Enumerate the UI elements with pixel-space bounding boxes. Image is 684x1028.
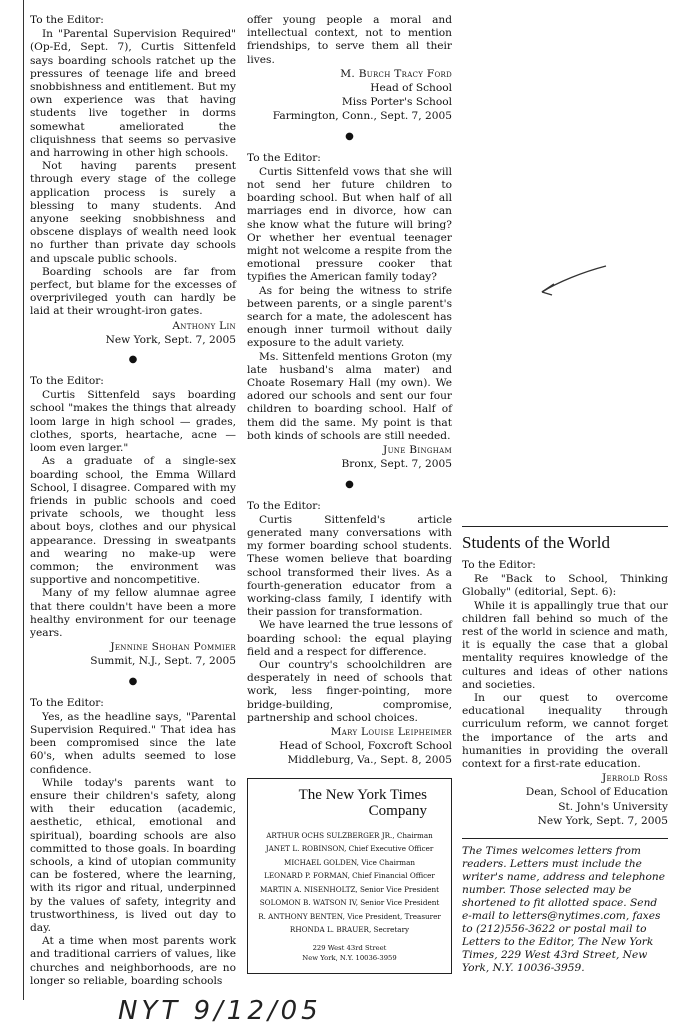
salutation: To the Editor:: [462, 559, 536, 571]
masthead-box: [247, 778, 452, 974]
paragraph: Curtis Sittenfeld's article generated many conversations with my former boarding school students. These women believe that boarding school transformed their lives. As a fourth-generation educator from a working-class family, I identify with their passion for transformation.: [247, 513, 452, 619]
paragraph: In "Parental Supervision Required" (Op-Ed, Sept. 7), Curtis Sittenfeld says boarding schools ratchet up the pressures of teenage life and breed snobbishness and entitlement. But my own experience was that having students live together in dorms somewhat ameliorated the cliquishness that seems so pervasive and harrowing in other high schools.: [30, 28, 236, 160]
signature-name: Jerrold Ross: [601, 772, 668, 785]
masthead-person: R. ANTHONY BENTEN, Vice President, Treasurer: [258, 911, 441, 921]
paragraph: At a time when most parents work and traditional carriers of values, like churches and neighborhoods, are no longer so reliable, boarding schools: [30, 935, 236, 987]
separator-bullet: ●: [128, 354, 138, 366]
students-of-the-world: [462, 526, 668, 828]
signature-place: Summit, N.J., Sept. 7, 2005: [90, 655, 236, 668]
masthead-title-line1: The New York Times: [298, 786, 427, 803]
paragraph: Many of my fellow alumnae agree that there couldn't have been a more healthy environment for our teenage years.: [30, 587, 236, 639]
signature-name: Anthony Lin: [172, 319, 236, 332]
masthead-address: New York, N.Y. 10036-3959: [302, 953, 397, 962]
column-3: [462, 14, 668, 975]
letter-ford: [30, 697, 236, 988]
separator-bullet: ●: [345, 478, 354, 490]
signature-school: St. John's University: [558, 800, 668, 813]
paragraph: Ms. Sittenfeld mentions Groton (my late husband's alma mater) and Choate Rosemary Hall (my own). We adored our schools and sent our four children to boarding school. Half of them did the same. My point is that both kinds of schools are still needed.: [247, 350, 452, 442]
letter-bingham: [247, 152, 452, 472]
masthead-person: MARTIN A. NISENHOLTZ, Senior Vice President: [260, 884, 439, 894]
masthead-person: LEONARD P. FORMAN, Chief Financial Officer: [264, 871, 435, 881]
masthead-person: MICHAEL GOLDEN, Vice Chairman: [283, 857, 416, 867]
paragraph-continued: offer young people a moral and intellectual context, not to mention friendships, to serve them all their lives.: [247, 14, 452, 66]
signature-name: Jennine Shohan Pommier: [110, 641, 236, 654]
handwritten-date: NYT 9/12/05: [118, 996, 322, 1026]
salutation: To the Editor:: [30, 14, 104, 26]
paragraph: While it is appallingly true that our children fall behind so much of the rest of the world in science and math, it is equally the case that a global mentality requires knowledge of the cultures and ideas of other nations and societies.: [462, 599, 668, 691]
paragraph: Boarding schools are far from perfect, but blame for the excesses of overprivileged youth can hardly be laid at their wrought-iron gates.: [30, 265, 236, 318]
separator-bullet: ●: [345, 130, 354, 142]
paragraph: As for being the witness to strife between parents, or a single parent's search for a mate, the adolescent has enough inner turmoil without daily exposure to the adult variety.: [247, 284, 452, 350]
column-1: [30, 14, 236, 988]
signature-title: Head of School, Foxcroft School: [279, 740, 452, 753]
signature-place: Bronx, Sept. 7, 2005: [341, 458, 452, 471]
paragraph: Curtis Sittenfeld vows that she will not send her future children to boarding school. But when half of all marriages end in divorce, how can she know what the future will bring? Or whether her eventual teenager might not welcome a respite from the emotional pressure cooker that typifies the American family today?: [247, 165, 452, 284]
paragraph: As a graduate of a single-sex boarding school, the Emma Willard School, I disagree. Compared with my friends in public schools and coed private schools, we thought less about boys, clothes and our physical appearance. Dressing in sweatpants and wearing no make-up were common; the environment was supportive and noncompetitive.: [30, 455, 236, 587]
separator-bullet: ●: [128, 675, 138, 687]
salutation: To the Editor:: [247, 499, 321, 512]
masthead-title: [254, 787, 445, 819]
letter-lin: [30, 14, 236, 347]
margin-rule: [23, 0, 24, 1000]
signature-place: Farmington, Conn., Sept. 7, 2005: [272, 110, 452, 123]
signature-place: New York, Sept. 7, 2005: [537, 814, 668, 827]
section-heading: Students of the World: [462, 533, 611, 552]
salutation: To the Editor:: [30, 375, 104, 388]
column-2: [247, 14, 452, 974]
signature-place: New York, Sept. 7, 2005: [105, 333, 236, 346]
paragraph: Not having parents present through every stage of the college application process is surely a blessing to many students. And anyone seeking snobbishness and obscene displays of wealth need look no further than private day schools and upscale public schools.: [30, 160, 236, 265]
masthead-person: RHONDA L. BRAUER, Secretary: [289, 925, 410, 935]
signature-place: Middleburg, Va., Sept. 8, 2005: [287, 754, 452, 767]
paragraph: Curtis Sittenfeld says boarding school "makes the things that already loom large in high school — grades, clothes, sports, heartache, acne — loom even larger.": [30, 389, 236, 455]
masthead-title-line2: Company: [368, 802, 427, 819]
masthead-address: 229 West 43rd Street: [312, 943, 387, 952]
signature-title: Head of School: [370, 82, 452, 95]
signature-name: M. Burch Tracy Ford: [340, 67, 452, 80]
paragraph: Re "Back to School, Thinking Globally" (editorial, Sept. 6):: [462, 573, 668, 599]
masthead-person: JANET L. ROBINSON, Chief Executive Officer: [265, 844, 434, 854]
paragraph: Our country's schoolchildren are desperately in need of schools that work, less finger-pointing, more bridge-building, compromise, partnership and school choices.: [247, 658, 452, 724]
signature-name: Mary Louise Leipheimer: [330, 725, 452, 738]
paragraph: Yes, as the headline says, "Parental Supervision Required." That idea has been compromised since the late 60's, when adults seemed to lose confidence.: [30, 710, 236, 776]
masthead-person: ARTHUR OCHS SULZBERGER JR., Chairman: [266, 830, 433, 840]
signature-title: Dean, School of Education: [525, 786, 668, 799]
paragraph: While today's parents want to ensure their children's safety, along with their education (academic, aesthetic, ethical, emotional and spiritual), boarding schools are also committed to those goals. In boarding schools, a kind of utopian community can be fostered, where the learning, with its rigor and ritual, underpinned by the values of safety, integrity and trustworthiness, is lived out day to day.: [30, 776, 236, 934]
paragraph: We have learned the true lessons of boarding school: the equal playing field and a respect for difference.: [247, 619, 452, 658]
signature-name: June Bingham: [383, 444, 452, 457]
handdrawn-arrow-icon: [538, 262, 610, 302]
masthead-person: SOLOMON B. WATSON IV, Senior Vice President: [259, 898, 440, 908]
salutation: To the Editor:: [247, 151, 321, 164]
signature-school: Miss Porter's School: [341, 96, 452, 109]
paragraph: In our quest to overcome educational inequality through curriculum reform, we cannot forget the importance of the arts and humanities in providing the overall context for a first-rate education.: [462, 692, 668, 771]
letters-notice: The Times welcomes letters from readers. Letters must include the writer's name, address and telephone number. Those selected may be shortened to fit allotted space. Send e-mail to letters@nytimes.com, faxes to (212)556-3622 or postal mail to Letters to the Editor, The New York Times, 229 West 43rd Street, New York, N.Y. 10036-3959.: [462, 838, 668, 975]
salutation: To the Editor:: [30, 696, 104, 709]
letter-pommier: [30, 375, 236, 668]
letter-leipheimer: [247, 500, 452, 768]
